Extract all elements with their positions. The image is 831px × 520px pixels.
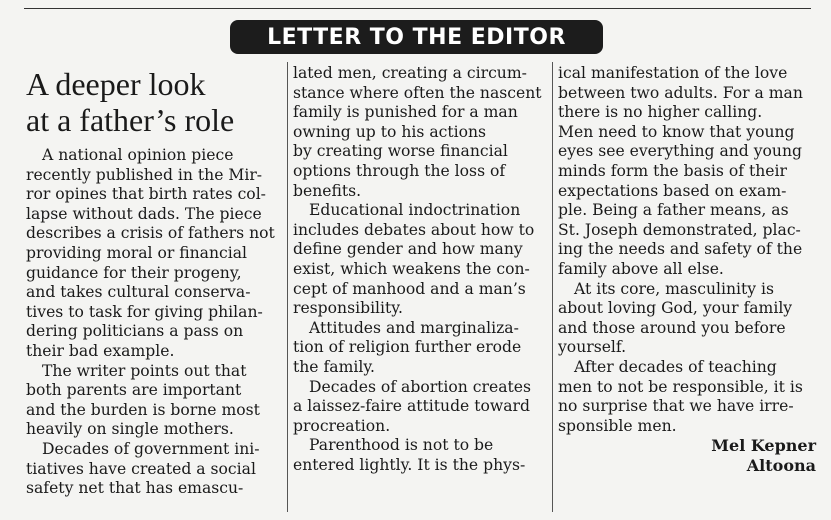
col1-body bbox=[26, 146, 284, 499]
text-line: tion of religion further erode bbox=[293, 338, 522, 357]
text-line: owning up to his actions bbox=[293, 122, 487, 141]
text-line: both parents are important bbox=[26, 381, 242, 400]
text-line: and takes cultural conserva- bbox=[26, 283, 251, 302]
text-line: and the burden is borne most bbox=[26, 400, 260, 419]
text-line: between two adults. For a man bbox=[558, 83, 803, 102]
text-line: men to not be responsible, it is bbox=[558, 377, 803, 396]
text-line: lapse without dads. The piece bbox=[26, 204, 262, 223]
paragraph bbox=[293, 319, 548, 378]
text-line: and those around you before bbox=[558, 318, 786, 337]
col3-body bbox=[558, 64, 816, 436]
text-line: ical manifestation of the love bbox=[558, 64, 788, 82]
paragraph bbox=[293, 201, 548, 319]
text-line: Men need to know that young bbox=[558, 122, 795, 141]
column-divider bbox=[287, 62, 288, 512]
text-line: tiatives have created a social bbox=[26, 459, 256, 478]
text-line: Attitudes and marginaliza- bbox=[309, 318, 519, 337]
text-line: stance where often the nascent bbox=[293, 83, 542, 102]
text-line: a laissez-faire attitude toward bbox=[293, 397, 530, 416]
paragraph bbox=[293, 378, 548, 437]
text-line: their bad example. bbox=[26, 341, 175, 360]
paragraph bbox=[293, 64, 548, 201]
text-line: heavily on single mothers. bbox=[26, 420, 234, 439]
text-line: there is no higher calling. bbox=[558, 103, 763, 122]
text-line: ple. Being a father means, as bbox=[558, 201, 789, 220]
text-line: Parenthood is not to be bbox=[309, 436, 494, 455]
text-line: At its core, masculinity is bbox=[574, 279, 775, 298]
paragraph bbox=[26, 362, 284, 440]
text-line: eyes see everything and young bbox=[558, 142, 802, 161]
text-line: options through the loss of bbox=[293, 161, 506, 180]
text-line: ing the needs and safety of the bbox=[558, 240, 803, 259]
text-line: Decades of abortion creates bbox=[309, 377, 532, 396]
text-line: ror opines that birth rates col- bbox=[26, 185, 266, 204]
text-line: sponsible men. bbox=[558, 416, 677, 435]
text-line: Decades of government ini- bbox=[42, 439, 260, 458]
paragraph bbox=[26, 440, 284, 499]
text-line: define gender and how many bbox=[293, 240, 523, 259]
text-line: minds form the basis of their bbox=[558, 161, 787, 180]
text-line: cept of manhood and a man’s bbox=[293, 279, 526, 298]
text-line: benefits. bbox=[293, 181, 362, 200]
text-line: guidance for their progeny, bbox=[26, 263, 242, 282]
paragraph bbox=[558, 280, 816, 358]
signature-name: Mel Kepner bbox=[711, 436, 816, 456]
text-line: safety net that has emascu- bbox=[26, 479, 244, 498]
column-divider bbox=[552, 62, 553, 512]
paragraph bbox=[558, 358, 816, 436]
text-line: St. Joseph demonstrated, plac- bbox=[558, 220, 801, 239]
text-line: exist, which weakens the con- bbox=[293, 259, 530, 278]
headline-line: at a father’s role bbox=[26, 102, 235, 138]
text-line: tives to task for giving philan- bbox=[26, 302, 263, 321]
text-line: lated men, creating a circum- bbox=[293, 64, 527, 82]
text-line: describes a crisis of fathers not bbox=[26, 224, 275, 243]
text-line: by creating worse financial bbox=[293, 142, 508, 161]
text-line: The writer points out that bbox=[42, 361, 247, 380]
section-banner: LETTER TO THE EDITOR bbox=[230, 20, 603, 54]
headline-line: A deeper look bbox=[26, 66, 206, 102]
text-line: entered lightly. It is the phys- bbox=[293, 455, 526, 474]
column-3 bbox=[558, 64, 816, 476]
text-line: expectations based on exam- bbox=[558, 181, 787, 200]
text-line: providing moral or financial bbox=[26, 243, 248, 262]
text-line: the family. bbox=[293, 357, 376, 376]
col2-body bbox=[293, 64, 548, 475]
text-line: yourself. bbox=[558, 338, 627, 357]
text-line: recently published in the Mir- bbox=[26, 165, 263, 184]
column-1 bbox=[26, 64, 284, 499]
text-line: responsibility. bbox=[293, 299, 403, 318]
text-line: After decades of teaching bbox=[574, 357, 777, 376]
headline bbox=[26, 66, 284, 138]
column-2 bbox=[293, 64, 548, 475]
top-rule bbox=[24, 8, 811, 9]
text-line: about loving God, your family bbox=[558, 299, 793, 318]
text-line: A national opinion piece bbox=[42, 146, 234, 164]
paragraph bbox=[558, 64, 816, 280]
text-line: dering politicians a pass on bbox=[26, 322, 244, 341]
text-line: family is punished for a man bbox=[293, 103, 518, 122]
paragraph bbox=[26, 146, 284, 362]
text-line: family above all else. bbox=[558, 259, 724, 278]
signature-city: Altoona bbox=[746, 456, 816, 476]
text-line: procreation. bbox=[293, 416, 391, 435]
text-line: Educational indoctrination bbox=[309, 201, 521, 220]
text-line: no surprise that we have irre- bbox=[558, 397, 794, 416]
text-line: includes debates about how to bbox=[293, 220, 535, 239]
paragraph bbox=[293, 436, 548, 475]
